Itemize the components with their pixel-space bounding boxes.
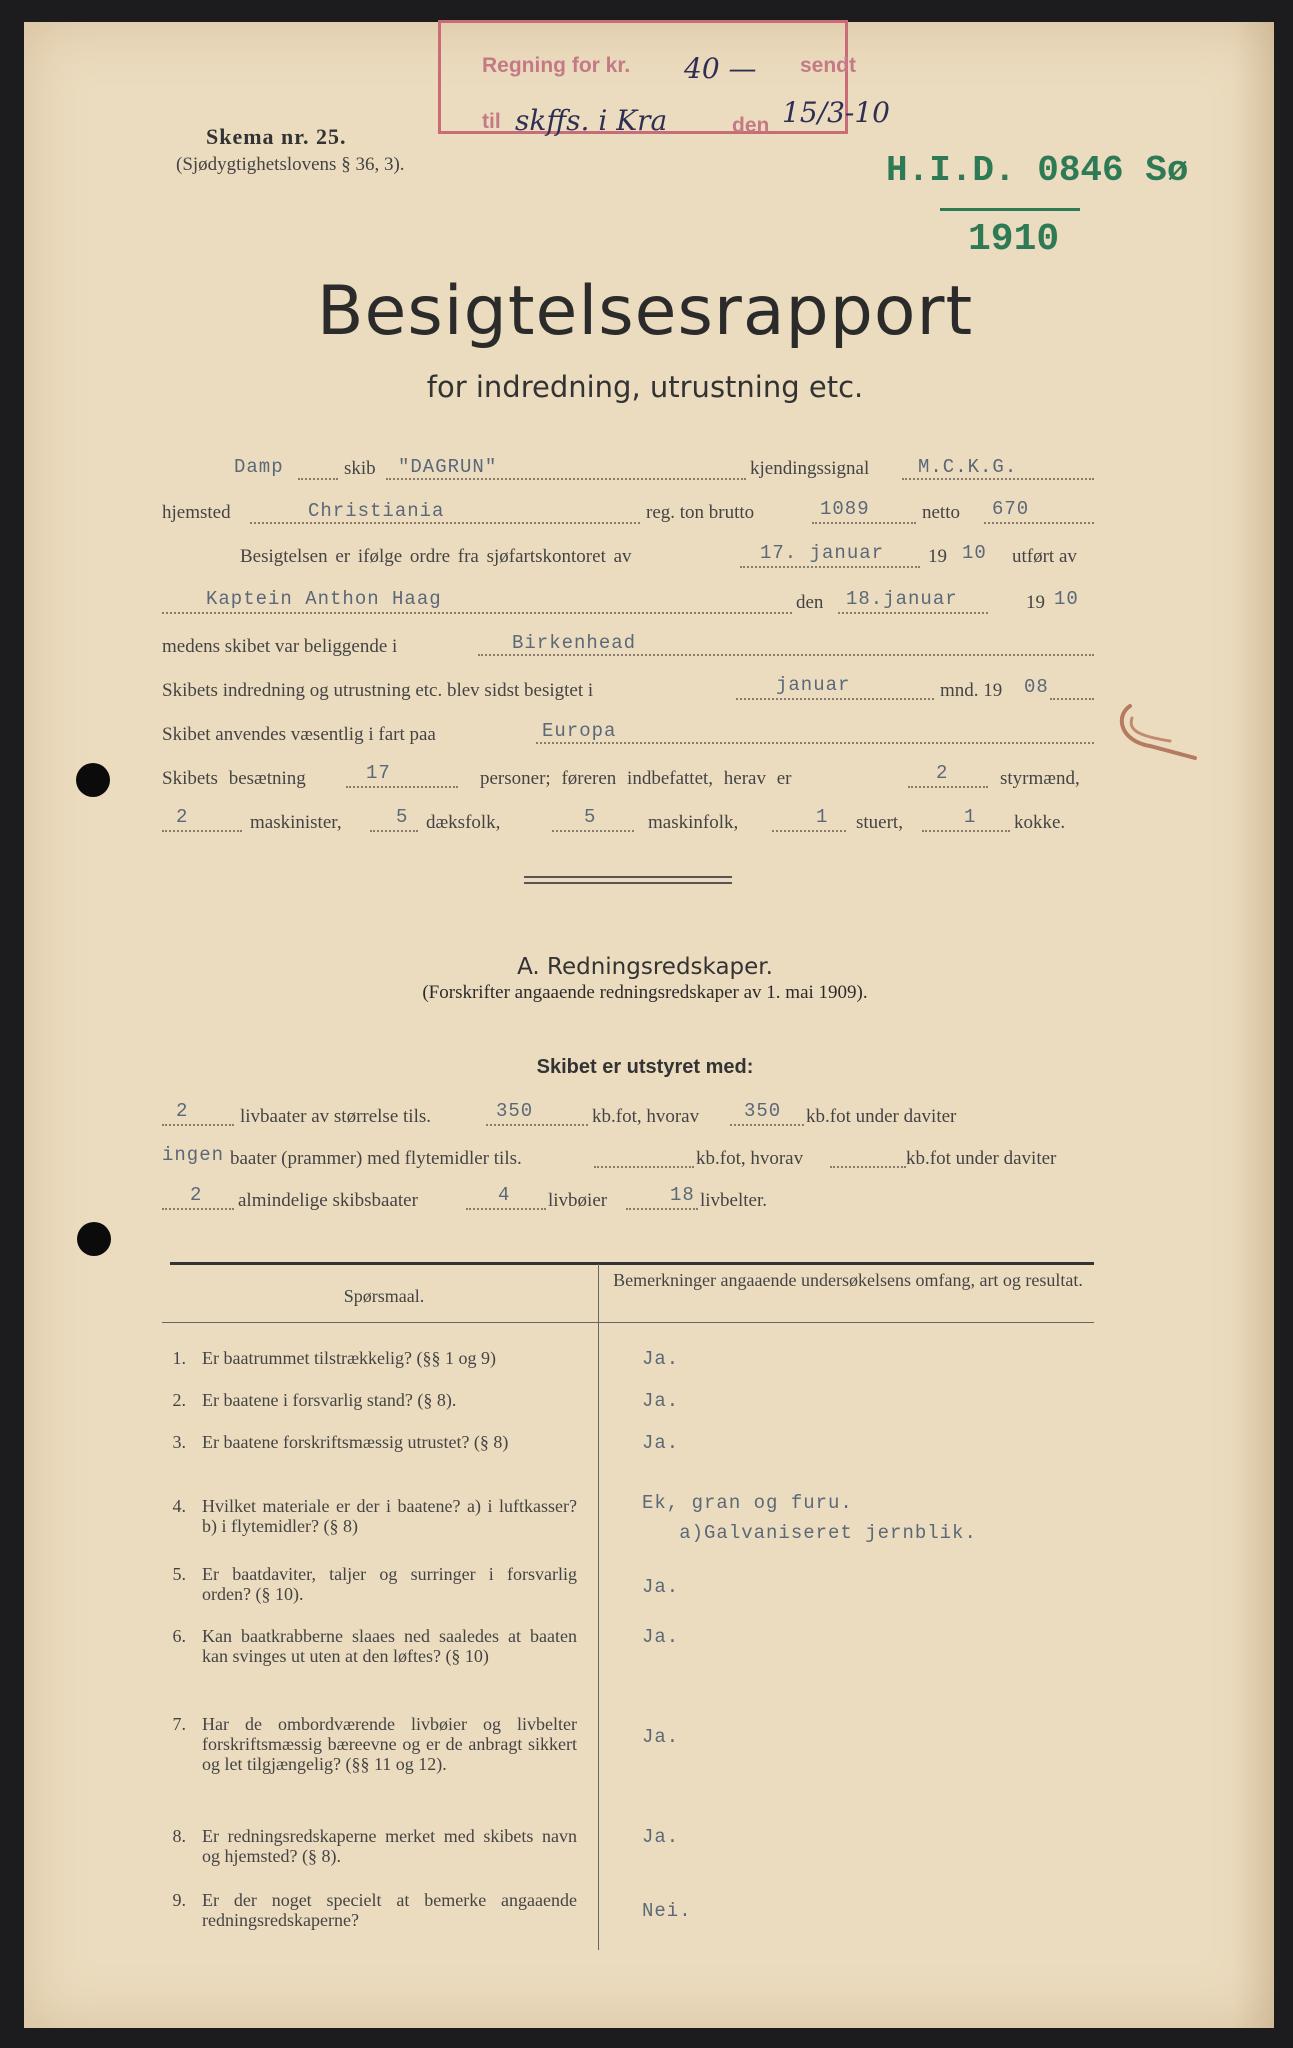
dotted-line [740,566,920,568]
question-number: 7. [172,1714,186,1734]
answer-text: Ja. [642,1726,680,1748]
answer-text: Ja. [642,1432,680,1454]
stamp-date: 15/3-10 [782,96,890,129]
lifeboat-size: 350 [496,1100,534,1122]
enginehands-count: 5 [584,806,597,828]
davit-size: 350 [744,1100,782,1122]
dotted-line [486,1124,588,1126]
dotted-line [162,1124,234,1126]
punch-hole-bottom [77,1222,111,1256]
punch-hole-top [76,763,110,797]
under-daviter-label: kb.fot under daviter [806,1106,957,1127]
archive-code: H.I.D. 0846 Sø [886,150,1189,191]
inspector-name: Kaptein Anthon Haag [206,588,442,610]
answer-text: Ja. [642,1626,680,1648]
signal-label: kjendingssignal [750,458,870,479]
net-tonnage: 670 [992,498,1030,520]
question-number: 3. [172,1432,186,1452]
order-date: 17. januar [760,542,885,564]
order-text: Besigtelsen er ifølge ordre fra sjøfartskontoret av [240,546,632,567]
question-number: 2. [172,1390,186,1410]
question-number: 1. [172,1348,186,1368]
page-title: Besigtelsesrapport [316,272,974,351]
ship-type: Damp [234,456,284,478]
gross-tonnage: 1089 [820,498,870,520]
ordinary-boats-count: 2 [190,1184,203,1206]
inspection-year-prefix: 19 [1026,592,1045,613]
question-text: Er baatrummet tilstrækkelig? (§§ 1 og 9) [202,1348,496,1368]
dotted-line [162,1208,234,1210]
pram-value: ingen [162,1144,225,1166]
dotted-line [838,612,988,614]
dotted-line [370,830,418,832]
buoys-label: livbøier [548,1190,608,1211]
answer-text: Ja. [642,1348,680,1370]
stamp-amount: 40 — [684,52,757,85]
page-subtitle: for indredning, utrustning etc. [426,370,864,404]
enginehands-label: maskinfolk, [648,812,739,833]
stamp-line1-label: Regning for kr. [482,54,631,77]
engineers-label: maskinister, [250,812,342,833]
question-text: Er redningsredskaperne merket med skibets navn og hjemsted? (§ 8). [202,1826,577,1866]
archive-underline [940,208,1080,211]
dotted-line [1050,698,1094,700]
stamp-line2-label: til [482,110,501,133]
answer-text: Ek, gran og furu. a)Galvaniseret jernblik. [642,1492,977,1544]
question-number: 4. [172,1496,186,1516]
pram-label: baater (prammer) med flytemidler tils. [230,1148,522,1169]
skib-label: skib [344,458,376,479]
pram-kbfot-label: kb.fot, hvorav [696,1148,804,1169]
stamp-recipient: skffs. i Kra [515,104,668,137]
belts-label: livbelter. [700,1190,768,1211]
dotted-line [386,478,746,480]
question-number: 6. [172,1626,186,1646]
section-separator-2 [524,882,732,884]
section-a-title: A. Redningsredskaper. [517,954,773,980]
trade-area: Europa [542,720,617,742]
dotted-line [536,742,1094,744]
section-a-subtitle: (Forskrifter angaaende redningsredskaper av 1. mai 1909). [422,982,868,1003]
dotted-line [346,786,458,788]
last-inspection-label: Skibets indredning og utrustning etc. blev sidst besigtet i [162,680,594,701]
pram-under-label: kb.fot under daviter [906,1148,1057,1169]
crew-text: personer; føreren indbefattet, herav er [480,768,792,789]
dotted-line [984,522,1094,524]
home-port: Christiania [308,500,445,522]
dotted-line [478,654,1094,656]
dotted-line [830,1166,906,1168]
dotted-line [772,830,846,832]
answer-text: Ja. [642,1390,680,1412]
table-top-border [170,1262,1094,1265]
location-value: Birkenhead [512,632,637,654]
last-year-label: mnd. 19 [940,680,1003,701]
by-label: utført av [1012,546,1077,567]
mates-label: styrmænd, [1000,768,1080,789]
dotted-line [626,1208,698,1210]
mates-count: 2 [936,762,949,784]
deckhands-count: 5 [396,806,409,828]
dotted-line [250,522,640,524]
dotted-line [812,522,916,524]
col-header-question: Spørsmaal. [343,1286,425,1306]
question-number: 5. [172,1564,186,1584]
order-year: 10 [962,542,987,564]
gross-label: reg. ton brutto [646,502,755,523]
question-text: Har de ombordværende livbøier og livbelter forskriftsmæssig bæreevne og er de anbragt sikkert og let tilgjængelig? (§§ 11 og 12). [202,1714,577,1774]
dotted-line [922,830,1010,832]
answer-text: Nei. [642,1900,692,1922]
dotted-line [908,786,988,788]
location-label: medens skibet var beliggende i [162,636,398,657]
stewards-count: 1 [816,806,829,828]
table-header-border [162,1322,1094,1323]
question-number: 9. [172,1890,186,1910]
dotted-line [730,1124,804,1126]
question-number: 8. [172,1826,186,1846]
dotted-line [466,1208,546,1210]
belts-count: 18 [670,1184,695,1206]
dotted-line [162,830,242,832]
archive-year: 1910 [968,218,1060,261]
inspection-date-label: den [796,592,824,613]
inspection-year: 10 [1054,588,1079,610]
crew-count: 17 [366,762,391,784]
lifeboats-count: 2 [176,1100,189,1122]
dotted-line [736,698,934,700]
signal-value: M.C.K.G. [918,456,1018,478]
cooks-label: kokke. [1014,812,1066,833]
question-text: Hvilket materiale er der i baatene? a) i luftkasser? b) i flytemidler? (§ 8) [202,1496,577,1536]
pencil-mark [1110,696,1210,766]
law-reference: (Sjødygtighetslovens § 36, 3). [176,154,405,175]
order-year-prefix: 19 [928,546,947,567]
last-inspection-month: januar [776,674,851,696]
ordinary-boats-label: almindelige skibsbaater [238,1190,418,1211]
home-label: hjemsted [162,502,231,523]
kbfot-hvorav-label: kb.fot, hvorav [592,1106,700,1127]
question-text: Kan baatkrabberne slaaes ned saaledes at baaten kan svinges ut uten at den løftes? (§ 10) [202,1626,577,1666]
crew-label: Skibets besætning [162,768,306,789]
last-inspection-year: 08 [1024,676,1049,698]
question-text: Er baatdaviter, taljer og surringer i forsvarlig orden? (§ 10). [202,1564,577,1604]
question-text: Er baatene i forsvarlig stand? (§ 8). [202,1390,457,1410]
stewards-label: stuert, [856,812,903,833]
schema-number: Skema nr. 25. [206,124,347,149]
equipped-heading: Skibet er utstyret med: [536,1056,754,1078]
deckhands-label: dæksfolk, [426,812,501,833]
dotted-line [902,478,1094,480]
engineers-count: 2 [176,806,189,828]
table-column-divider [598,1264,599,1950]
stamp-line1-end: sendt [800,54,857,77]
answer-text: Ja. [642,1576,680,1598]
inspection-date: 18.januar [846,588,958,610]
trade-label: Skibet anvendes væsentlig i fart paa [162,724,436,745]
net-label: netto [922,502,960,523]
section-separator [524,876,732,878]
lifeboats-label: livbaater av størrelse tils. [240,1106,431,1127]
answer-text: Ja. [642,1826,680,1848]
col-header-remarks: Bemerkninger angaaende undersøkelsens omfang, art og resultat. [613,1270,1083,1290]
dotted-line [552,830,634,832]
ship-name: "DAGRUN" [398,456,498,478]
stamp-date-label: den [732,114,770,137]
dotted-line [298,478,338,480]
cooks-count: 1 [964,806,977,828]
question-text: Er baatene forskriftsmæssig utrustet? (§ 8) [202,1432,509,1452]
question-text: Er der noget specielt at bemerke angaaende redningsredskaperne? [202,1890,577,1930]
dotted-line [594,1166,694,1168]
buoys-count: 4 [498,1184,511,1206]
dotted-line [162,612,792,614]
